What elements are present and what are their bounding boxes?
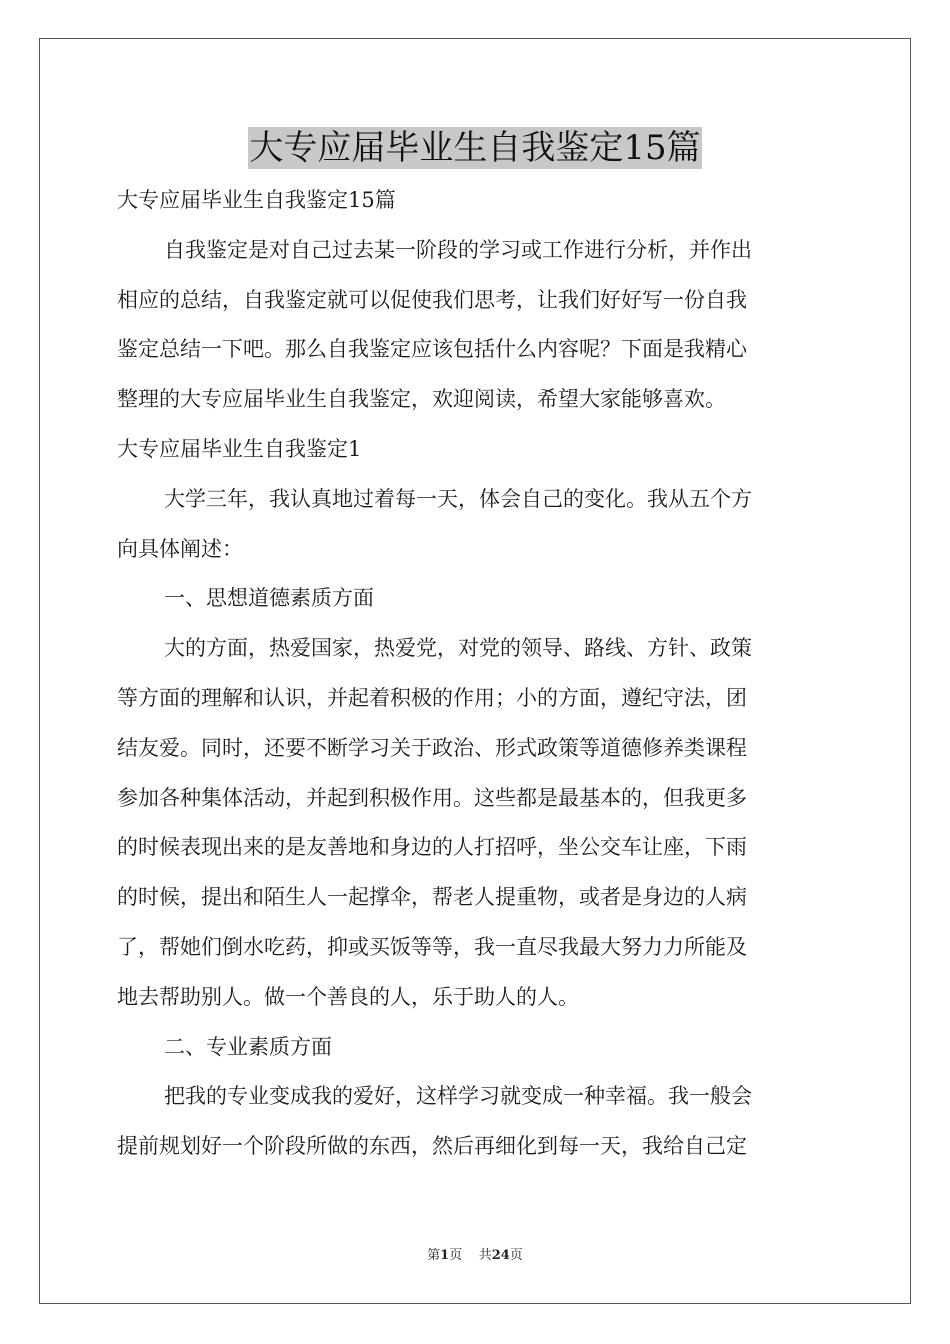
text-line: 一、思想道德素质方面 [164,586,374,611]
text-line: 的时候，提出和陌生人一起撑伞，帮老人提重物，或者是身边的人病 [117,885,747,910]
total-suffix: 页 [509,1248,523,1263]
text-line: 结友爱。同时，还要不断学习关于政治、形式政策等道德修养类课程 [117,735,747,760]
title-container [0,127,950,169]
text-line: 整理的大专应届毕业生自我鉴定，欢迎阅读，希望大家能够喜欢。 [117,387,726,412]
page-suffix: 页 [449,1248,463,1263]
page-total: 24 [491,1248,510,1263]
text-line: 参加各种集体活动，并起到积极作用。这些都是最基本的，但我更多 [117,785,747,810]
text-line: 自我鉴定是对自己过去某一阶段的学习或工作进行分析，并作出 [164,237,752,262]
text-line: 大的方面，热爱国家，热爱党，对党的领导、路线、方针、政策 [164,636,752,661]
document-body [117,176,833,1172]
text-line: 的时候表现出来的是友善地和身边的人打招呼，坐公交车让座，下雨 [117,835,747,860]
document-title: 大专应届毕业生自我鉴定15篇 [249,128,701,168]
page-prefix: 第 [427,1248,441,1263]
total-prefix: 共 [478,1248,492,1263]
page-footer [0,1247,950,1265]
text-line: 把我的专业变成我的爱好，这样学习就变成一种幸福。我一般会 [164,1084,752,1109]
page-current: 1 [440,1248,450,1263]
text-line: 了，帮她们倒水吃药，抑或买饭等等，我一直尽我最大努力力所能及 [117,934,747,959]
text-line: 相应的总结，自我鉴定就可以促使我们思考，让我们好好写一份自我 [117,287,747,312]
text-line: 二、专业素质方面 [164,1034,332,1059]
text-line: 提前规划好一个阶段所做的东西，然后再细化到每一天，我给自己定 [117,1134,747,1159]
text-line: 大专应届毕业生自我鉴定1 [117,436,362,461]
text-line: 大学三年，我认真地过着每一天，体会自己的变化。我从五个方 [164,486,752,511]
text-line: 大专应届毕业生自我鉴定15篇 [117,188,396,212]
text-line: 鉴定总结一下吧。那么自我鉴定应该包括什么内容呢？下面是我精心 [117,337,747,362]
text-line: 地去帮助别人。做一个善良的人，乐于助人的人。 [117,984,579,1009]
text-line: 向具体阐述： [117,536,243,561]
text-line: 等方面的理解和认识，并起着积极的作用；小的方面，遵纪守法，团 [117,685,747,710]
